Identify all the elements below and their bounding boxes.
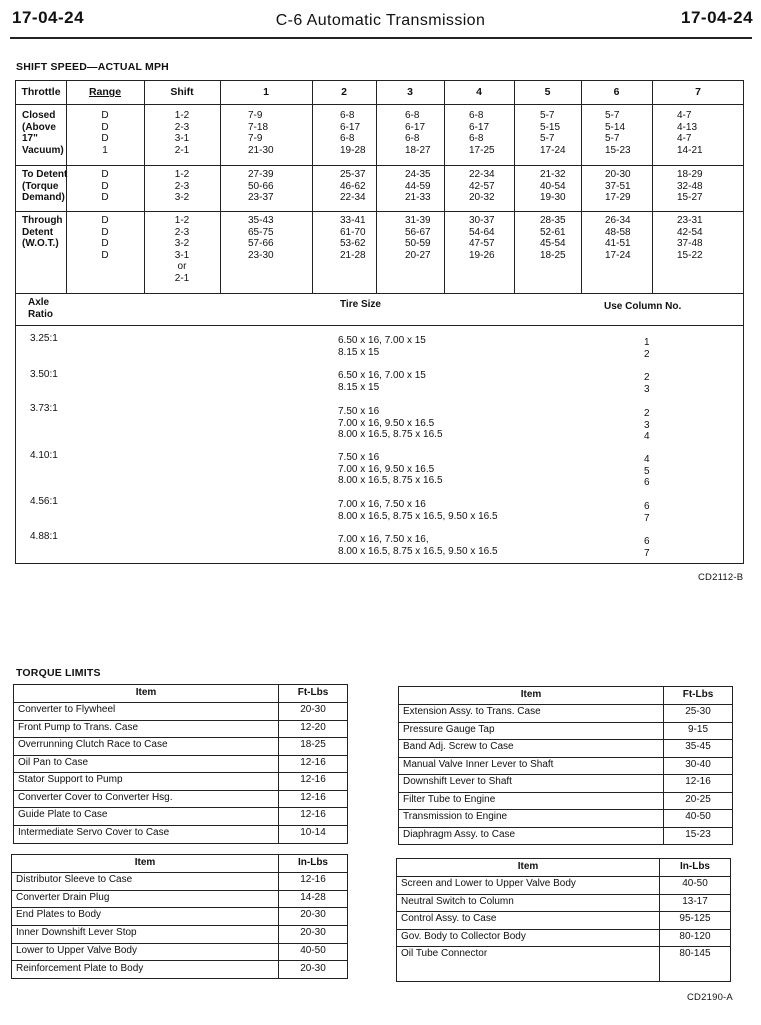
value-cell: 80-120 — [679, 930, 711, 942]
speed-cell: 26-34 48-58 41-51 17-24 — [605, 215, 631, 261]
table-row — [14, 772, 347, 791]
speed-cell: 24-35 44-59 21-33 — [405, 169, 431, 204]
speed-cell: 5-7 5-15 5-7 17-24 — [540, 110, 566, 156]
value-cell: 20-30 — [300, 704, 326, 715]
value-cell: 12-16 — [300, 774, 326, 785]
speed-cell: 18-29 32-48 15-27 — [677, 169, 703, 204]
speed-cell: 6-8 6-17 6-8 18-27 — [405, 110, 431, 156]
shift-speed-title: SHIFT SPEED—ACTUAL MPH — [16, 61, 169, 73]
table-row — [399, 739, 732, 758]
speed-cell: 27-39 50-66 23-37 — [248, 169, 274, 204]
speed-cell: 21-32 40-54 19-30 — [540, 169, 566, 204]
value-cell: 20-30 — [300, 909, 326, 921]
item-cell: Converter Drain Plug — [16, 891, 110, 903]
page-title: C-6 Automatic Transmission — [275, 12, 486, 29]
value-cell: 15-23 — [685, 828, 711, 840]
item-cell: Oil Tube Connector — [401, 948, 488, 959]
speed-cell: 6-8 6-17 6-8 17-25 — [469, 110, 495, 156]
table-row — [14, 737, 347, 756]
item-cell: Reinforcement Plate to Body — [16, 962, 144, 974]
item-header: Item — [134, 857, 156, 868]
table-header-row — [399, 687, 732, 705]
speed-cell: 22-34 42-57 20-32 — [469, 169, 495, 204]
col-header-3: 3 — [407, 86, 413, 98]
item-cell: Converter to Flywheel — [18, 704, 116, 715]
rule — [581, 81, 582, 293]
shift-speed-table — [15, 80, 744, 564]
range-cell: D D D — [101, 169, 109, 204]
speed-cell: 35-43 65-75 57-66 23-30 — [248, 215, 274, 261]
torque-limits-title: TORQUE LIMITS — [16, 667, 101, 679]
figure-code: CD2112-B — [698, 572, 744, 583]
axle-ratio-cell: 4.10:1 — [30, 450, 58, 461]
value-cell: 18-25 — [300, 739, 326, 750]
table-row — [397, 946, 730, 981]
table-row — [14, 807, 347, 826]
col-header-2: 2 — [341, 86, 347, 98]
item-cell: Filter Tube to Engine — [403, 793, 496, 805]
tire-size-cell: 7.50 x 16 7.00 x 16, 9.50 x 16.5 8.00 x 16.5, 8.75 x 16.5 — [338, 406, 443, 441]
value-cell: 13-17 — [682, 895, 708, 907]
value-cell: 80-145 — [679, 948, 711, 959]
table-header-row — [12, 855, 347, 873]
torque-table-inlbs-right — [396, 858, 731, 982]
rule — [16, 293, 743, 294]
item-cell: Transmission to Engine — [403, 811, 508, 822]
item-cell: Screen and Lower to Upper Valve Body — [401, 878, 576, 889]
column-number-cell: 2 3 4 — [644, 408, 650, 443]
rule — [376, 81, 377, 293]
header-rule — [10, 37, 752, 39]
value-cell: 12-16 — [300, 756, 326, 768]
rule — [514, 81, 515, 293]
item-cell: Diaphragm Assy. to Case — [403, 828, 516, 840]
table-row — [12, 943, 347, 962]
item-cell: Overrunning Clutch Race to Case — [18, 739, 168, 750]
axle-ratio-cell: 3.73:1 — [30, 403, 58, 414]
page-number-left: 17-04-24 — [12, 8, 85, 27]
col-header-throttle: Throttle — [21, 86, 61, 98]
item-cell: Pressure Gauge Tap — [403, 723, 495, 735]
column-number-cell: 2 3 — [644, 372, 650, 395]
column-number-cell: 6 7 — [644, 536, 650, 559]
shift-cell: 1-2 2-3 3-2 — [174, 169, 190, 204]
throttle-closed: Closed (Above 17" Vacuum) — [22, 110, 64, 156]
item-cell: Band Adj. Screw to Case — [403, 741, 514, 752]
column-number-cell: 6 7 — [644, 501, 650, 524]
table-row — [397, 911, 730, 930]
throttle-through-detent: Through Detent (W.O.T.) — [22, 215, 63, 250]
speed-cell: 20-30 37-51 17-29 — [605, 169, 631, 204]
tire-size-cell: 7.00 x 16, 7.50 x 16 8.00 x 16.5, 8.75 x 16.5, 9.50 x 16.5 — [338, 499, 498, 522]
value-cell: 25-30 — [685, 706, 711, 717]
value-cell: 14-28 — [300, 891, 326, 903]
rule — [220, 81, 221, 293]
value-cell: 40-50 — [685, 811, 711, 822]
page-number-right: 17-04-24 — [681, 8, 754, 27]
value-cell: 95-125 — [679, 913, 711, 924]
table-row — [399, 792, 732, 811]
table-row — [399, 722, 732, 741]
axle-ratio-cell: 3.50:1 — [30, 369, 58, 380]
col-header-5: 5 — [544, 86, 551, 98]
table-row — [399, 827, 732, 845]
table-row — [14, 825, 347, 844]
axle-ratio-cell: 4.56:1 — [30, 496, 58, 507]
tire-size-cell: 7.00 x 16, 7.50 x 16, 8.00 x 16.5, 8.75 x 16.5, 9.50 x 16.5 — [338, 534, 498, 557]
item-header: Item — [520, 689, 542, 700]
speed-cell: 33-41 61-70 53-62 21-28 — [340, 215, 366, 261]
table-row — [399, 809, 732, 828]
column-number-cell: 1 2 — [644, 337, 650, 360]
value-cell: 12-16 — [300, 791, 326, 803]
item-cell: Guide Plate to Case — [18, 809, 108, 820]
value-cell: 12-16 — [300, 809, 326, 820]
item-cell: Control Assy. to Case — [401, 913, 497, 924]
rule — [312, 81, 313, 293]
speed-cell: 5-7 5-14 5-7 15-23 — [605, 110, 631, 156]
col-header-7: 7 — [695, 86, 701, 98]
throttle-to-detent: To Detent (Torque Demand) — [22, 169, 68, 204]
item-cell: Manual Valve Inner Lever to Shaft — [403, 758, 554, 770]
range-cell: D D D 1 — [101, 110, 109, 156]
range-cell: D D D D — [101, 215, 109, 261]
col-header-shift: Shift — [170, 86, 194, 98]
shift-cell: 1-2 2-3 3-2 3-1 or 2-1 — [174, 215, 190, 284]
torque-table-inlbs-left — [11, 854, 348, 979]
value-cell: 40-50 — [682, 878, 708, 889]
item-cell: End Plates to Body — [16, 909, 102, 921]
value-header: In-Lbs — [680, 861, 710, 872]
torque-table-ftlbs-right — [398, 686, 733, 845]
item-cell: Neutral Switch to Column — [401, 895, 514, 907]
rule — [16, 211, 743, 212]
table-row — [12, 872, 347, 891]
col-header-6: 6 — [613, 86, 620, 98]
torque-table-ftlbs-left — [13, 684, 348, 844]
table-row — [399, 757, 732, 776]
table-header-row — [397, 859, 730, 877]
value-cell: 20-30 — [300, 962, 326, 974]
value-cell: 20-30 — [300, 927, 326, 939]
speed-cell: 25-37 46-62 22-34 — [340, 169, 366, 204]
value-cell: 12-20 — [300, 721, 326, 733]
col-header-1: 1 — [263, 86, 269, 98]
table-row — [399, 774, 732, 793]
item-cell: Inner Downshift Lever Stop — [16, 927, 137, 939]
item-cell: Stator Support to Pump — [18, 774, 123, 785]
table-row — [397, 876, 730, 895]
value-header: Ft-Lbs — [682, 689, 714, 700]
rule — [16, 165, 743, 166]
item-header: Item — [135, 687, 157, 698]
axle-ratio-cell: 4.88:1 — [30, 531, 58, 542]
item-cell: Downshift Lever to Shaft — [403, 776, 512, 787]
table-row — [14, 720, 347, 739]
value-cell: 12-16 — [685, 776, 711, 787]
table-row — [14, 790, 347, 809]
value-cell: 30-40 — [685, 758, 711, 770]
shift-cell: 1-2 2-3 3-1 2-1 — [174, 110, 190, 156]
item-cell: Distributor Sleeve to Case — [16, 874, 133, 885]
speed-cell: 6-8 6-17 6-8 19-28 — [340, 110, 366, 156]
speed-cell: 7-9 7-18 7-9 21-30 — [248, 110, 274, 156]
item-header: Item — [517, 861, 539, 872]
value-header: In-Lbs — [298, 857, 328, 868]
tire-size-cell: 6.50 x 16, 7.00 x 15 8.15 x 15 — [338, 335, 426, 358]
speed-cell: 4-7 4-13 4-7 14-21 — [677, 110, 703, 156]
column-number-cell: 4 5 6 — [644, 454, 650, 489]
item-cell: Intermediate Servo Cover to Case — [18, 826, 170, 838]
value-cell: 12-16 — [300, 874, 326, 885]
axle-ratio-cell: 3.25:1 — [30, 333, 58, 344]
table-row — [399, 704, 732, 723]
rule — [16, 325, 743, 326]
value-cell: 40-50 — [300, 944, 326, 956]
speed-cell: 30-37 54-64 47-57 19-26 — [469, 215, 495, 261]
speed-cell: 28-35 52-61 45-54 18-25 — [540, 215, 566, 261]
table-row — [12, 925, 347, 944]
axle-ratio-header: Axle Ratio — [28, 297, 53, 320]
item-cell: Converter Cover to Converter Hsg. — [18, 791, 173, 803]
item-cell: Front Pump to Trans. Case — [18, 721, 139, 733]
table-row — [14, 702, 347, 721]
item-cell: Lower to Upper Valve Body — [16, 944, 137, 956]
use-column-header: Use Column No. — [604, 301, 682, 312]
item-cell: Extension Assy. to Trans. Case — [403, 706, 541, 717]
col-header-4: 4 — [476, 86, 482, 98]
table-row — [12, 907, 347, 926]
value-cell: 35-45 — [685, 741, 711, 752]
table-row — [397, 894, 730, 913]
rule — [652, 81, 653, 293]
value-header: Ft-Lbs — [297, 687, 329, 698]
value-cell: 9-15 — [687, 723, 708, 735]
rule — [444, 81, 445, 293]
rule — [16, 104, 743, 105]
table-header-row — [14, 685, 347, 703]
tire-size-cell: 6.50 x 16, 7.00 x 15 8.15 x 15 — [338, 370, 426, 393]
table-row — [12, 961, 347, 979]
tire-size-header: Tire Size — [340, 299, 381, 310]
speed-cell: 23-31 42-54 37-48 15-22 — [677, 215, 703, 261]
table-row — [12, 890, 347, 909]
table-row — [397, 929, 730, 948]
item-cell: Gov. Body to Collector Body — [401, 930, 526, 942]
value-cell: 10-14 — [300, 826, 326, 838]
item-cell: Oil Pan to Case — [18, 756, 89, 768]
tire-size-cell: 7.50 x 16 7.00 x 16, 9.50 x 16.5 8.00 x 16.5, 8.75 x 16.5 — [338, 452, 443, 487]
value-cell: 20-25 — [685, 793, 711, 805]
table-row — [14, 755, 347, 774]
speed-cell: 31-39 56-67 50-59 20-27 — [405, 215, 431, 261]
col-header-range: Range — [88, 86, 122, 98]
figure-code: CD2190-A — [687, 992, 733, 1003]
